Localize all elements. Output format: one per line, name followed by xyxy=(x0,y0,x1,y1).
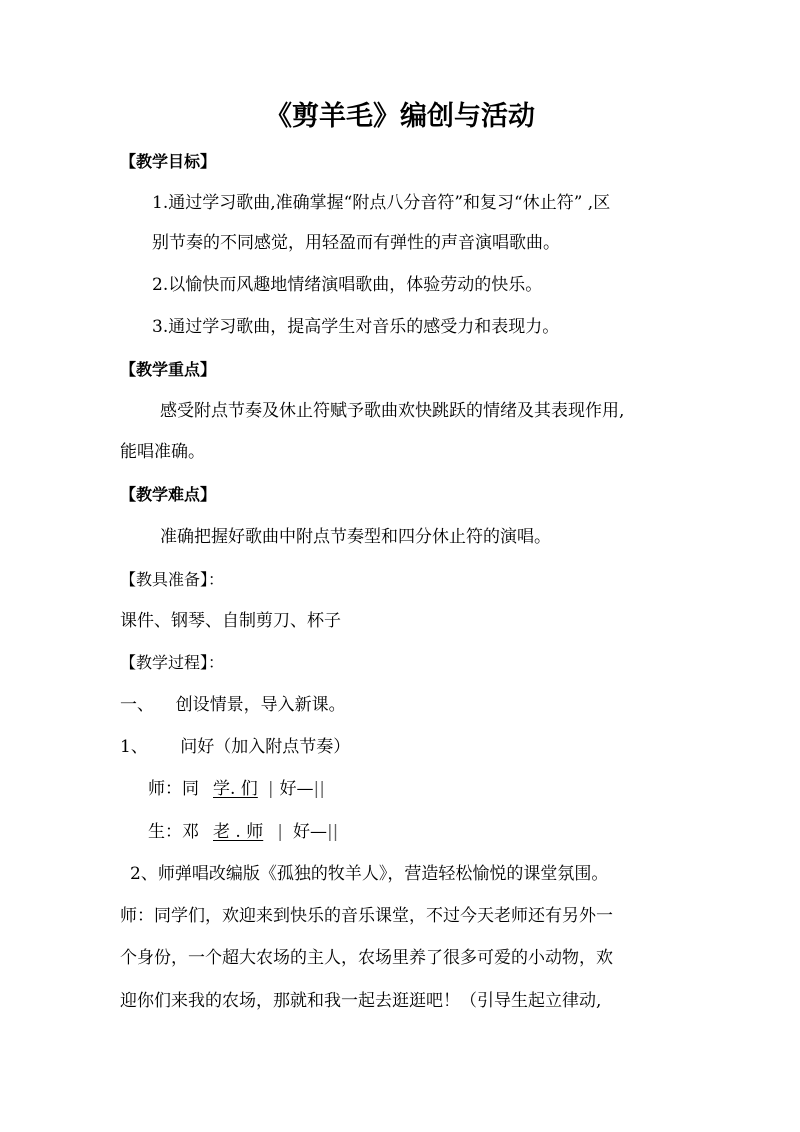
difficulties-heading: 【教学难点】 xyxy=(120,485,217,504)
student-greeting-bar: | xyxy=(277,822,283,842)
goal-1-line-2: 别节奏的不同感觉，用轻盈而有弹性的声音演唱歌曲。 xyxy=(152,233,560,253)
step-1 xyxy=(120,736,350,758)
teacher-greeting-end: || xyxy=(313,779,326,799)
step-1-text: 1、 问好（加入附点节奏） xyxy=(120,737,351,757)
step-one xyxy=(120,694,346,716)
paragraph-line-3: 迎你们来我的农场，那就和我一起去逛逛吧！（引导生起立律动, xyxy=(120,991,602,1011)
teacher-greeting xyxy=(148,778,325,800)
key-points-line-1: 感受附点节奏及休止符赋予歌曲欢快跳跃的情绪及其表现作用, xyxy=(160,401,625,421)
document-title: 《剪羊毛》编创与活动 xyxy=(265,101,535,132)
process-heading: 【教学过程】： xyxy=(120,653,225,672)
tools-text: 课件、钢琴、自制剪刀、杯子 xyxy=(120,611,341,631)
student-greeting-end: || xyxy=(326,822,339,842)
student-greeting-good: 好— xyxy=(292,822,327,842)
teacher-greeting-prefix: 师：同 xyxy=(148,779,199,799)
goal-1-line-1: 1.通过学习歌曲,准确掌握“附点八分音符”和复习“休止符” ,区 xyxy=(152,193,611,213)
step-one-text: 一、 创设情景，导入新课。 xyxy=(120,695,346,715)
key-points-heading: 【教学重点】 xyxy=(120,360,217,379)
paragraph-line-1: 师：同学们，欢迎来到快乐的音乐课堂，不过今天老师还有另外一 xyxy=(120,906,613,926)
student-greeting-prefix: 生：邓 xyxy=(148,822,199,842)
goals-heading: 【教学目标】 xyxy=(120,152,217,171)
teacher-greeting-bar: | xyxy=(267,779,274,799)
teacher-greeting-good: 好— xyxy=(279,779,314,799)
student-greeting-underlined: 老 . 师 xyxy=(213,822,264,842)
key-points-line-2: 能唱准确。 xyxy=(120,442,205,462)
goal-3: 3.通过学习歌曲，提高学生对音乐的感受力和表现力。 xyxy=(152,317,560,337)
paragraph-line-2: 个身份，一个超大农场的主人，农场里养了很多可爱的小动物，欢 xyxy=(120,948,613,968)
difficulties-text: 准确把握好歌曲中附点节奏型和四分休止符的演唱。 xyxy=(160,527,551,547)
step-2: 2、师弹唱改编版《孤独的牧羊人》，营造轻松愉悦的课堂氛围。 xyxy=(130,864,609,884)
goal-2: 2.以愉快而风趣地情绪演唱歌曲，体验劳动的快乐。 xyxy=(152,275,543,295)
teacher-greeting-underlined: 学. 们 xyxy=(213,779,258,799)
tools-heading: 【教具准备】： xyxy=(120,570,225,589)
student-greeting xyxy=(148,821,338,843)
